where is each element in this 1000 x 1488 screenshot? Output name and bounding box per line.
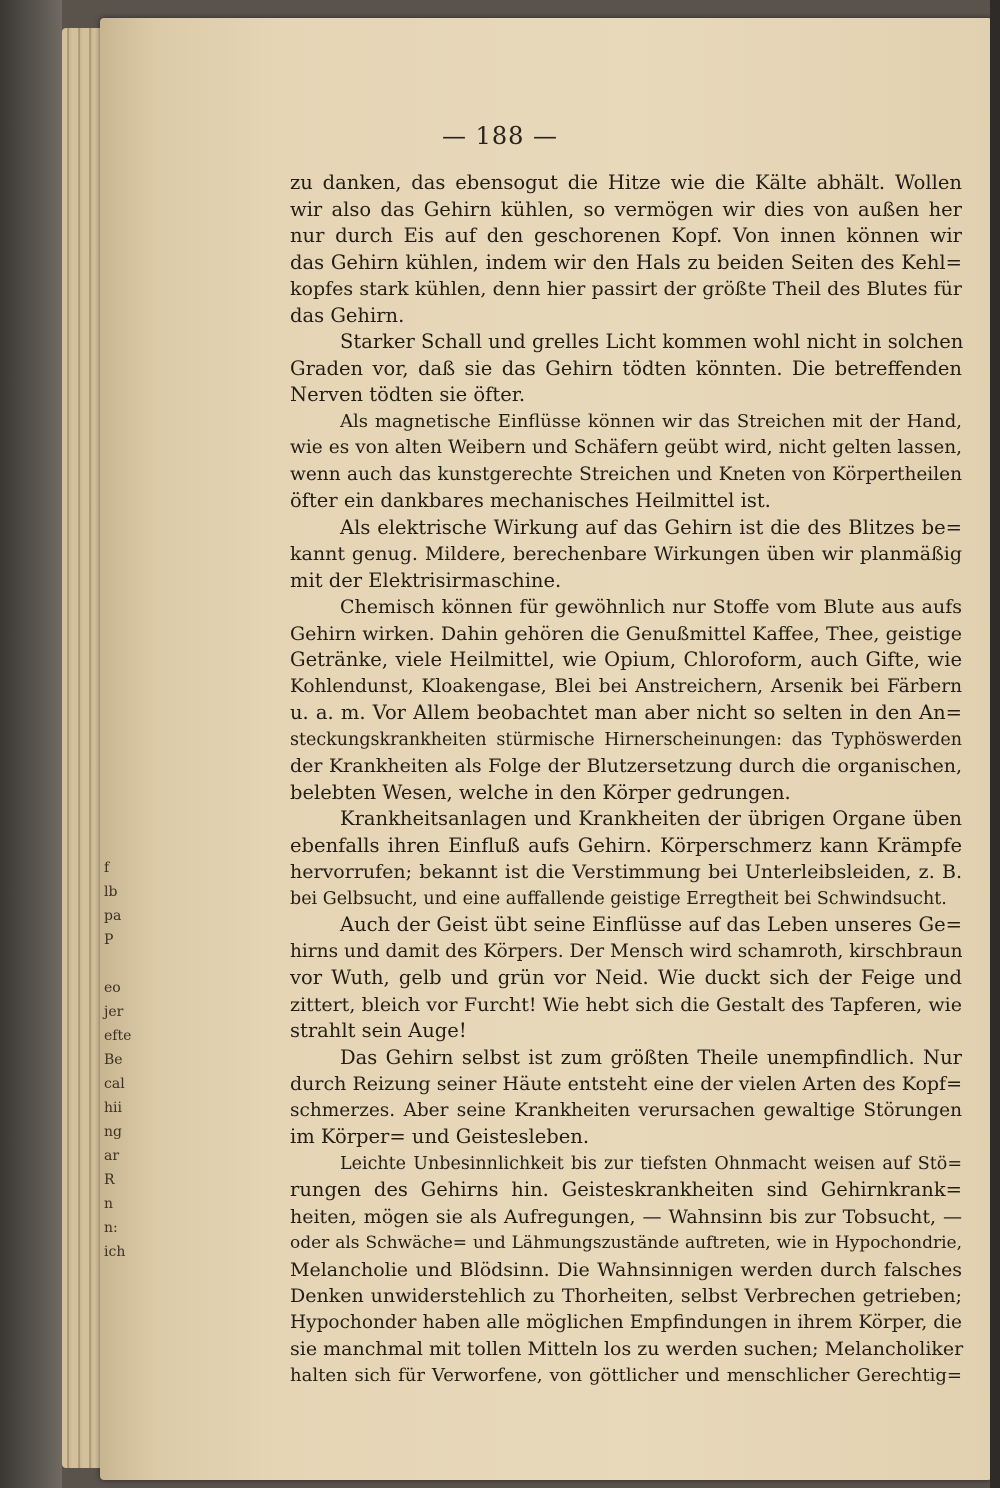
text-line: der Krankheiten als Folge der Blutzersetzung durch die organischen, [290, 755, 962, 777]
gutter-fragment: efte [104, 1028, 132, 1044]
gutter-fragment: n: [104, 1220, 118, 1236]
gutter-fragment: cal [104, 1076, 125, 1092]
text-line: nur durch Eis auf den geschorenen Kopf. Von innen können wir [290, 224, 962, 247]
text-line: Gehirn wirken. Dahin gehören die Genußmittel Kaffee, Thee, geistige [290, 622, 962, 645]
text-line: steckungskrankheiten stürmische Hirnerscheinungen: das Typhöswerden [290, 729, 962, 750]
paragraph [290, 170, 962, 329]
paragraph [290, 409, 962, 515]
text-line: u. a. m. Vor Allem beobachtet man aber nicht so selten in den An= [290, 701, 962, 724]
paragraph [290, 594, 962, 806]
gutter-fragment: jer [104, 1004, 124, 1020]
gutter-fragment: pa [104, 908, 122, 924]
gutter-fragment: ar [104, 1148, 120, 1164]
text-line: mit der Elektrisirmaschine. [290, 568, 562, 592]
gutter-fragment: lb [104, 884, 118, 900]
text-line: wie es von alten Weibern und Schäfern geübt wird, nicht gelten lassen, [290, 437, 962, 458]
text-line: zittert, bleich vor Furcht! Wie hebt sich die Gestalt des Tapferen, wie [290, 993, 962, 1016]
text-line: im Körper= und Geistesleben. [290, 1125, 590, 1148]
gutter-fragment: R [104, 1172, 115, 1188]
text-line: öfter ein dankbares mechanisches Heilmittel ist. [290, 489, 771, 512]
paragraph [290, 329, 962, 409]
text-line: belebten Wesen, welche in den Körper gedrungen. [290, 780, 791, 804]
text-line: Als magnetische Einflüsse können wir das Streichen mit der Hand, [340, 410, 962, 432]
text-line: wir also das Gehirn kühlen, so vermögen wir dies von außen her [290, 197, 962, 221]
book-cover [0, 0, 62, 1488]
text-line: Getränke, viele Heilmittel, wie Opium, Chloroform, auch Gifte, wie [290, 648, 962, 671]
text-line: sie manchmal mit tollen Mitteln los zu werden suchen; Melancholiker [290, 1338, 964, 1360]
text-line: Starker Schall und grelles Licht kommen wohl nicht in solchen [340, 330, 964, 353]
text-line: Chemisch können für gewöhnlich nur Stoffe vom Blute aus aufs [340, 596, 962, 618]
text-line: Nerven tödten sie öfter. [290, 383, 526, 406]
paragraph [290, 1151, 962, 1390]
scan-right-edge [990, 0, 1000, 1488]
text-line: Hypochonder haben alle möglichen Empfindungen in ihrem Körper, die [290, 1311, 962, 1333]
paragraph [290, 1045, 962, 1151]
text-line: ebenfalls ihren Einfluß aufs Gehirn. Körperschmerz kann Krämpfe [290, 833, 962, 857]
paragraph [290, 515, 962, 595]
gutter-fragment: ng [104, 1124, 122, 1140]
gutter-fragment: f [104, 860, 110, 876]
text-line: zu danken, das ebensogut die Hitze wie die Kälte abhält. Wollen [290, 171, 962, 194]
gutter-fragment: Be [104, 1052, 123, 1068]
text-line: Denken unwiderstehlich zu Thorheiten, selbst Verbrechen getrieben; [290, 1285, 962, 1307]
text-line: Melancholie und Blödsinn. Die Wahnsinnigen werden durch falsches [290, 1258, 962, 1281]
text-line: Auch der Geist übt seine Einflüsse auf das Leben unseres Ge= [340, 913, 962, 936]
paragraph [290, 912, 962, 1045]
text-line: hirns und damit des Körpers. Der Mensch wird schamroth, kirschbraun [290, 940, 963, 962]
text-line: Als elektrische Wirkung auf das Gehirn ist die des Blitzes be= [340, 515, 962, 539]
text-line: strahlt sein Auge! [290, 1019, 467, 1042]
text-line: wenn auch das kunstgerechte Streichen und Kneten von Körpertheilen [290, 463, 962, 485]
gutter-fragment: eo [104, 980, 121, 996]
text-line: Kohlendunst, Kloakengase, Blei bei Anstreichern, Arsenik bei Färbern [290, 675, 962, 697]
gutter-fragment: P [104, 932, 114, 948]
text-line: oder als Schwäche= und Lähmungszustände auftreten, wie in Hypochondrie, [290, 1233, 962, 1253]
text-line: kopfes stark kühlen, denn hier passirt der größte Theil des Blutes für [290, 278, 962, 300]
text-line: Krankheitsanlagen und Krankheiten der übrigen Organe üben [340, 807, 962, 830]
text-line: hervorrufen; bekannt ist die Verstimmung bei Unterleibsleiden, z. B. [290, 861, 962, 883]
gutter-fragment: ich [104, 1244, 126, 1260]
text-line: heiten, mögen sie als Aufregungen, — Wahnsinn bis zur Tobsucht, — [290, 1205, 962, 1228]
body-text [290, 170, 962, 1389]
text-line: kannt genug. Mildere, berechenbare Wirkungen üben wir planmäßig [290, 543, 962, 565]
gutter-fragment: n [104, 1196, 114, 1212]
text-line: das Gehirn kühlen, indem wir den Hals zu beiden Seiten des Kehl= [290, 250, 962, 274]
gutter-fragment: hii [104, 1100, 122, 1116]
paragraph [290, 806, 962, 912]
page-number: — 188 — [441, 122, 559, 150]
text-line: bei Gelbsucht, und eine auffallende geistige Erregtheit bei Schwindsucht. [290, 888, 947, 909]
text-line: Das Gehirn selbst ist zum größten Theile unempfindlich. Nur [340, 1045, 962, 1069]
text-line: Graden vor, daß sie das Gehirn tödten könnten. Die betreffenden [290, 356, 962, 380]
text-line: das Gehirn. [290, 303, 405, 327]
text-line: durch Reizung seiner Häute entsteht eine der vielen Arten des Kopf= [290, 1073, 962, 1095]
text-line: vor Wuth, gelb und grün vor Neid. Wie duckt sich der Feige und [290, 966, 962, 989]
text-line: halten sich für Verworfene, von göttlicher und menschlicher Gerechtig= [290, 1364, 962, 1386]
text-line: rungen des Gehirns hin. Geisteskrankheiten sind Gehirnkrank= [290, 1178, 962, 1201]
text-line: schmerzes. Aber seine Krankheiten verursachen gewaltige Störungen [290, 1099, 962, 1121]
text-line: Leichte Unbesinnlichkeit bis zur tiefsten Ohnmacht weisen auf Stö= [340, 1153, 962, 1174]
